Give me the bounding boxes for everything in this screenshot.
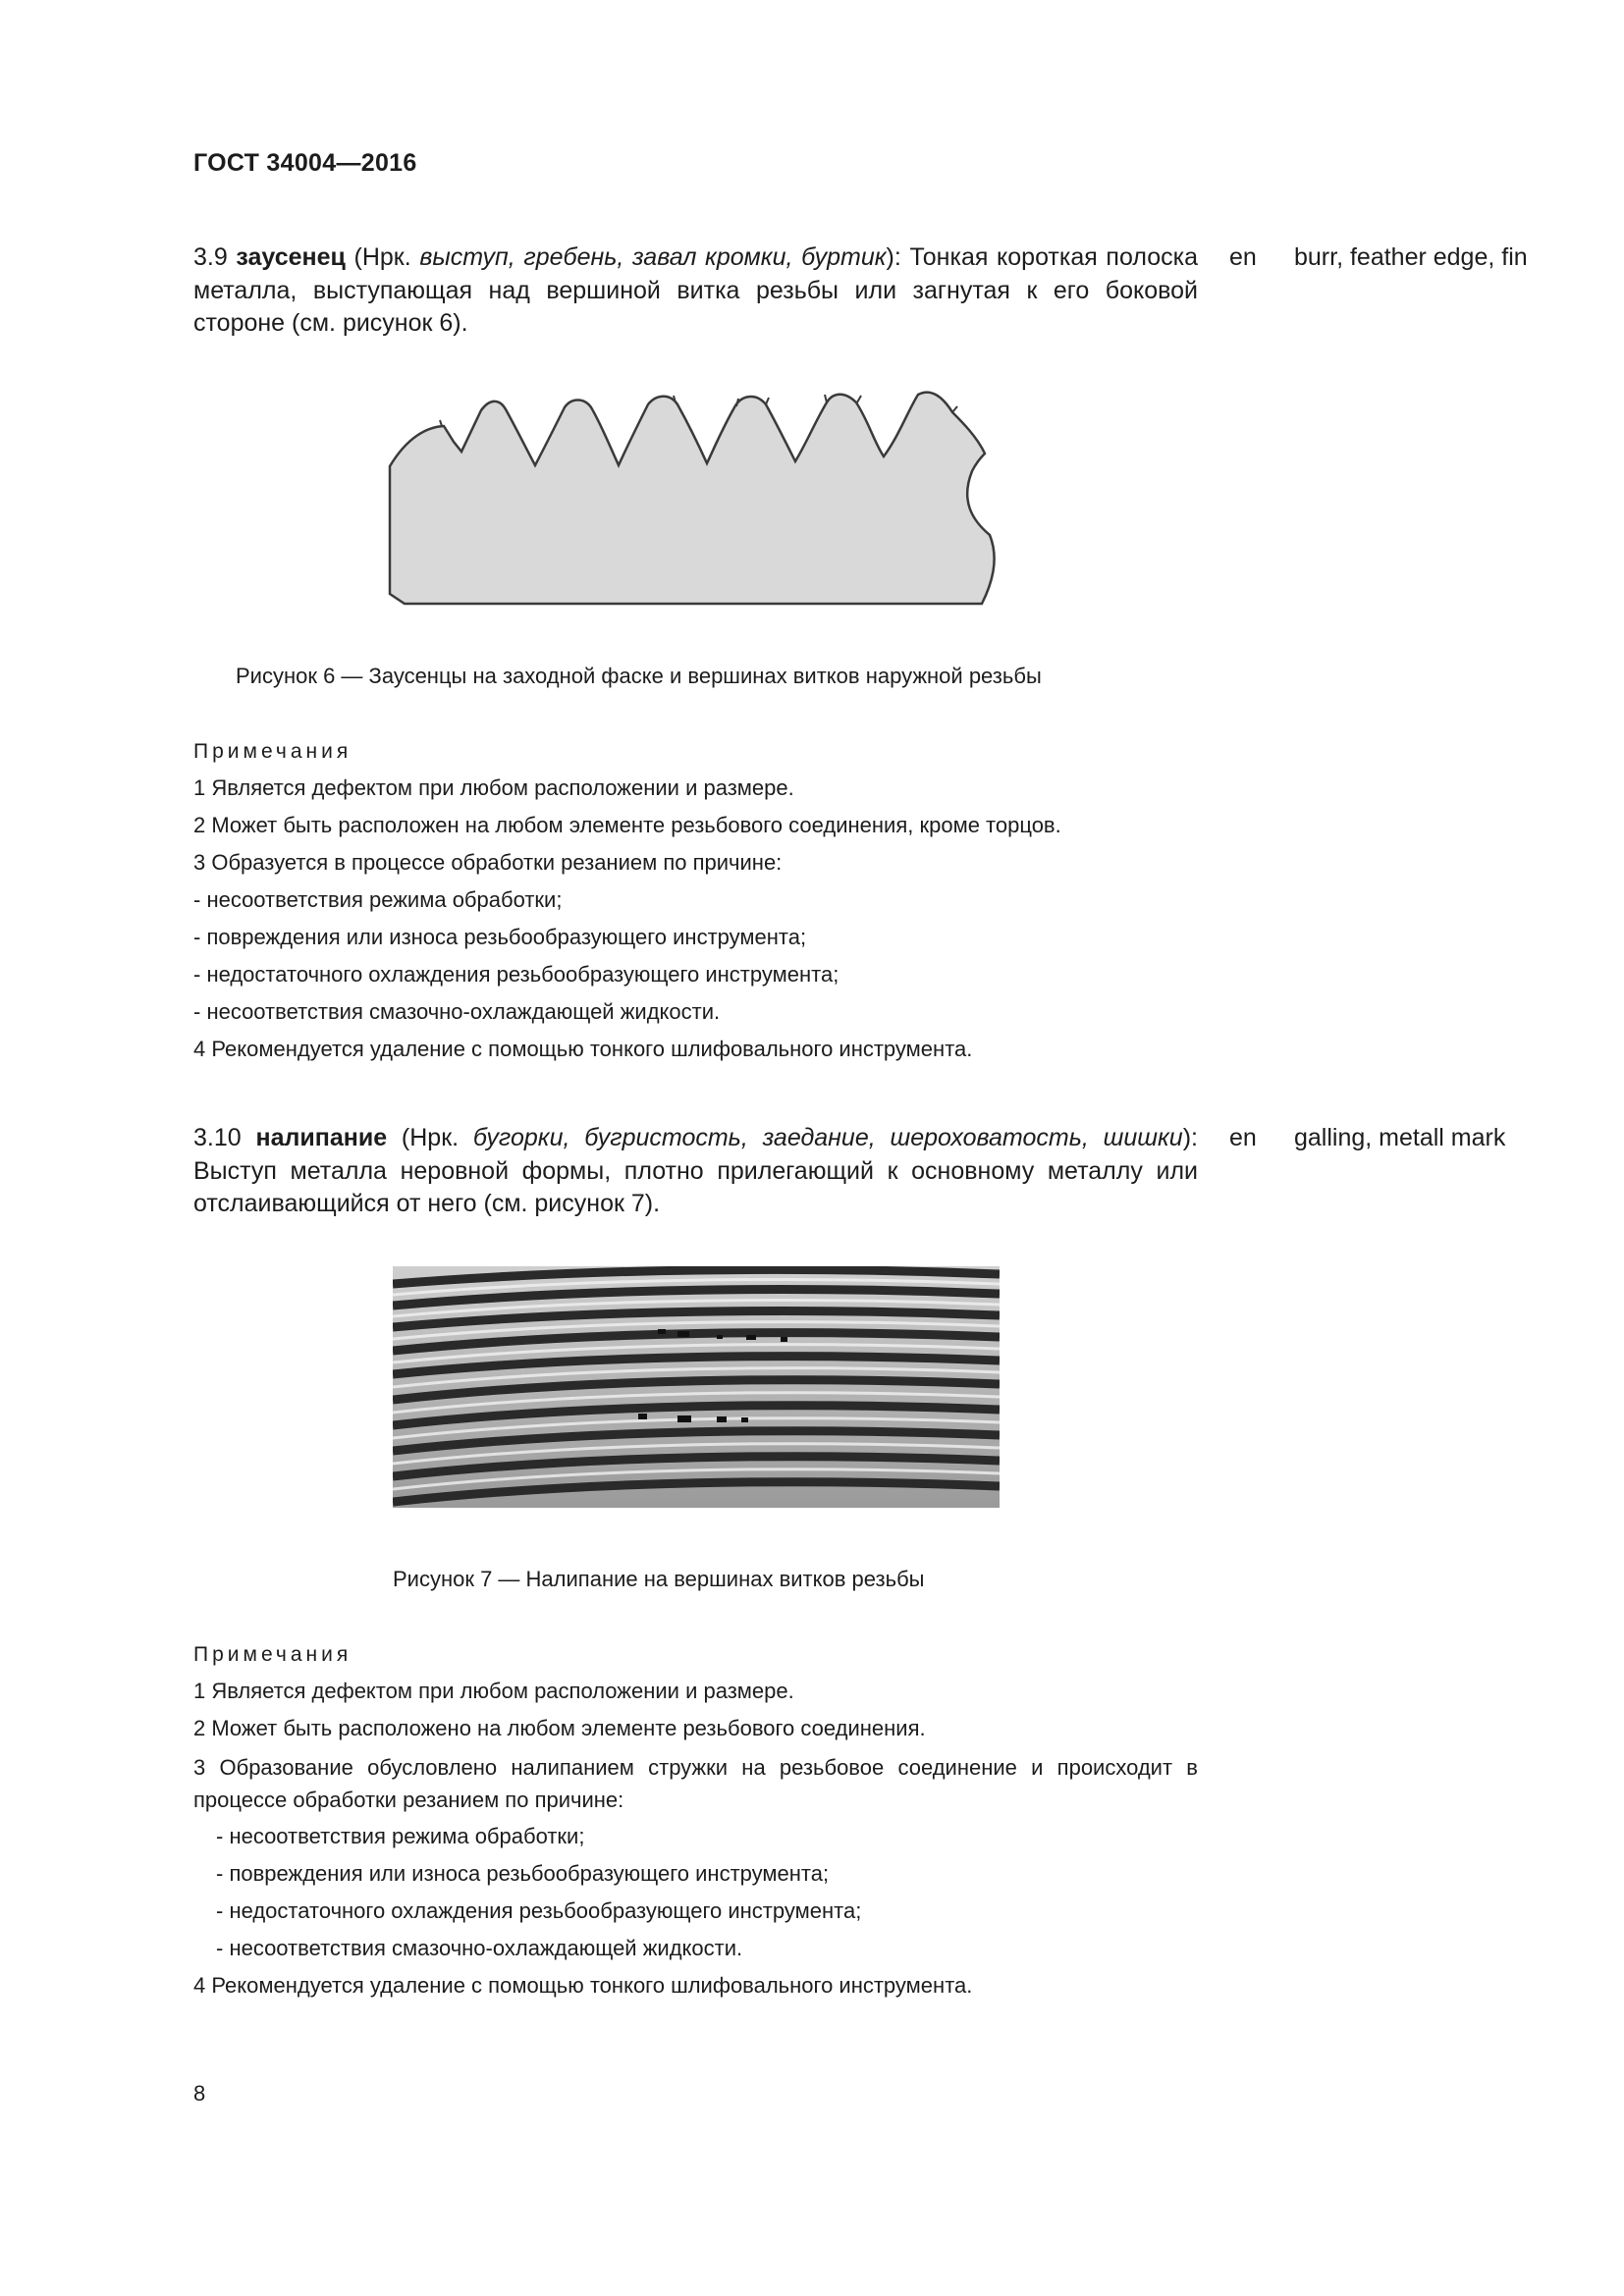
burr-mark bbox=[825, 395, 827, 402]
notes-2-item: 4 Рекомендуется удаление с помощью тонкого шлифовального инструмента. bbox=[193, 1973, 973, 1998]
term-number: 3.9 bbox=[193, 243, 228, 271]
notes-2-item: 1 Является дефектом при любом расположении и размере. bbox=[193, 1679, 794, 1703]
term-synonyms: бугорки, бугристость, заедание, шероховатость, шишки bbox=[472, 1124, 1183, 1151]
term-definition: ): Тонкая короткая полоска металла, выступающая над вершиной витка резьбы или загнутая к его боковой стороне (см. рисунок 6). bbox=[193, 243, 1198, 337]
notes-2-bullet: - повреждения или износа резьбообразующего инструмента; bbox=[216, 1861, 830, 1886]
notes-1-title: Примечания bbox=[193, 740, 352, 763]
notes-1-item: - несоответствия режима обработки; bbox=[193, 887, 563, 912]
term-open: (Нрк. bbox=[345, 243, 420, 271]
figure-6-thread-drawing bbox=[383, 383, 1011, 618]
thread-profile bbox=[390, 393, 995, 604]
term-3-10-equivalent: galling, metall mark bbox=[1294, 1124, 1506, 1151]
notes-2-item: 3 Образование обусловлено налипанием стружки на резьбовое соединение и происходит в процессе обработки резанием по причине: bbox=[193, 1755, 1198, 1812]
notes-1-item: 2 Может быть расположен на любом элементе резьбового соединения, кроме торцов. bbox=[193, 813, 1061, 837]
notes-1-item: - повреждения или износа резьбообразующего инструмента; bbox=[193, 925, 807, 949]
notes-2-title: Примечания bbox=[193, 1643, 352, 1666]
term-number: 3.10 bbox=[193, 1124, 242, 1151]
notes-1-item: 1 Является дефектом при любом расположении и размере. bbox=[193, 775, 794, 800]
term-definition: ): Выступ металла неровной формы, плотно прилегающий к основному металлу или отслаивающийся от него (см. рисунок 7). bbox=[193, 1124, 1198, 1217]
term-3-10-lang: en bbox=[1229, 1124, 1257, 1151]
term-synonyms: выступ, гребень, завал кромки, буртик bbox=[419, 243, 887, 271]
notes-1-item: 4 Рекомендуется удаление с помощью тонкого шлифовального инструмента. bbox=[193, 1037, 973, 1061]
burr-mark bbox=[857, 396, 861, 402]
notes-1-item: 3 Образуется в процессе обработки резанием по причине: bbox=[193, 850, 783, 875]
notes-1-item: - несоответствия смазочно-охлаждающей жидкости. bbox=[193, 999, 721, 1024]
term-title: налипание bbox=[255, 1124, 388, 1151]
page-header: ГОСТ 34004—2016 bbox=[193, 149, 417, 177]
notes-2-bullet: - несоответствия смазочно-охлаждающей жидкости. bbox=[216, 1936, 743, 1960]
figure-7-caption: Рисунок 7 — Налипание на вершинах витков резьбы bbox=[393, 1567, 925, 1591]
notes-2-bullet: - недостаточного охлаждения резьбообразующего инструмента; bbox=[216, 1898, 862, 1923]
notes-2-bullet: - несоответствия режима обработки; bbox=[216, 1824, 585, 1848]
figure-7-galling-photo bbox=[393, 1266, 1000, 1508]
notes-2-item: 2 Может быть расположено на любом элементе резьбового соединения. bbox=[193, 1716, 926, 1740]
term-3-10 bbox=[193, 1122, 1198, 1221]
term-title: заусенец bbox=[236, 243, 346, 271]
notes-1-item: - недостаточного охлаждения резьбообразующего инструмента; bbox=[193, 962, 839, 987]
page-number: 8 bbox=[193, 2081, 206, 2106]
term-open: (Нрк. bbox=[387, 1124, 473, 1151]
burr-mark bbox=[952, 406, 957, 412]
burr-mark bbox=[766, 398, 769, 404]
term-3-9-lang: en bbox=[1229, 243, 1257, 271]
term-3-9 bbox=[193, 241, 1198, 341]
term-3-9-equivalent: burr, feather edge, fin bbox=[1294, 243, 1528, 271]
figure-6-caption: Рисунок 6 — Заусенцы на заходной фаске и вершинах витков наружной резьбы bbox=[236, 664, 1042, 688]
